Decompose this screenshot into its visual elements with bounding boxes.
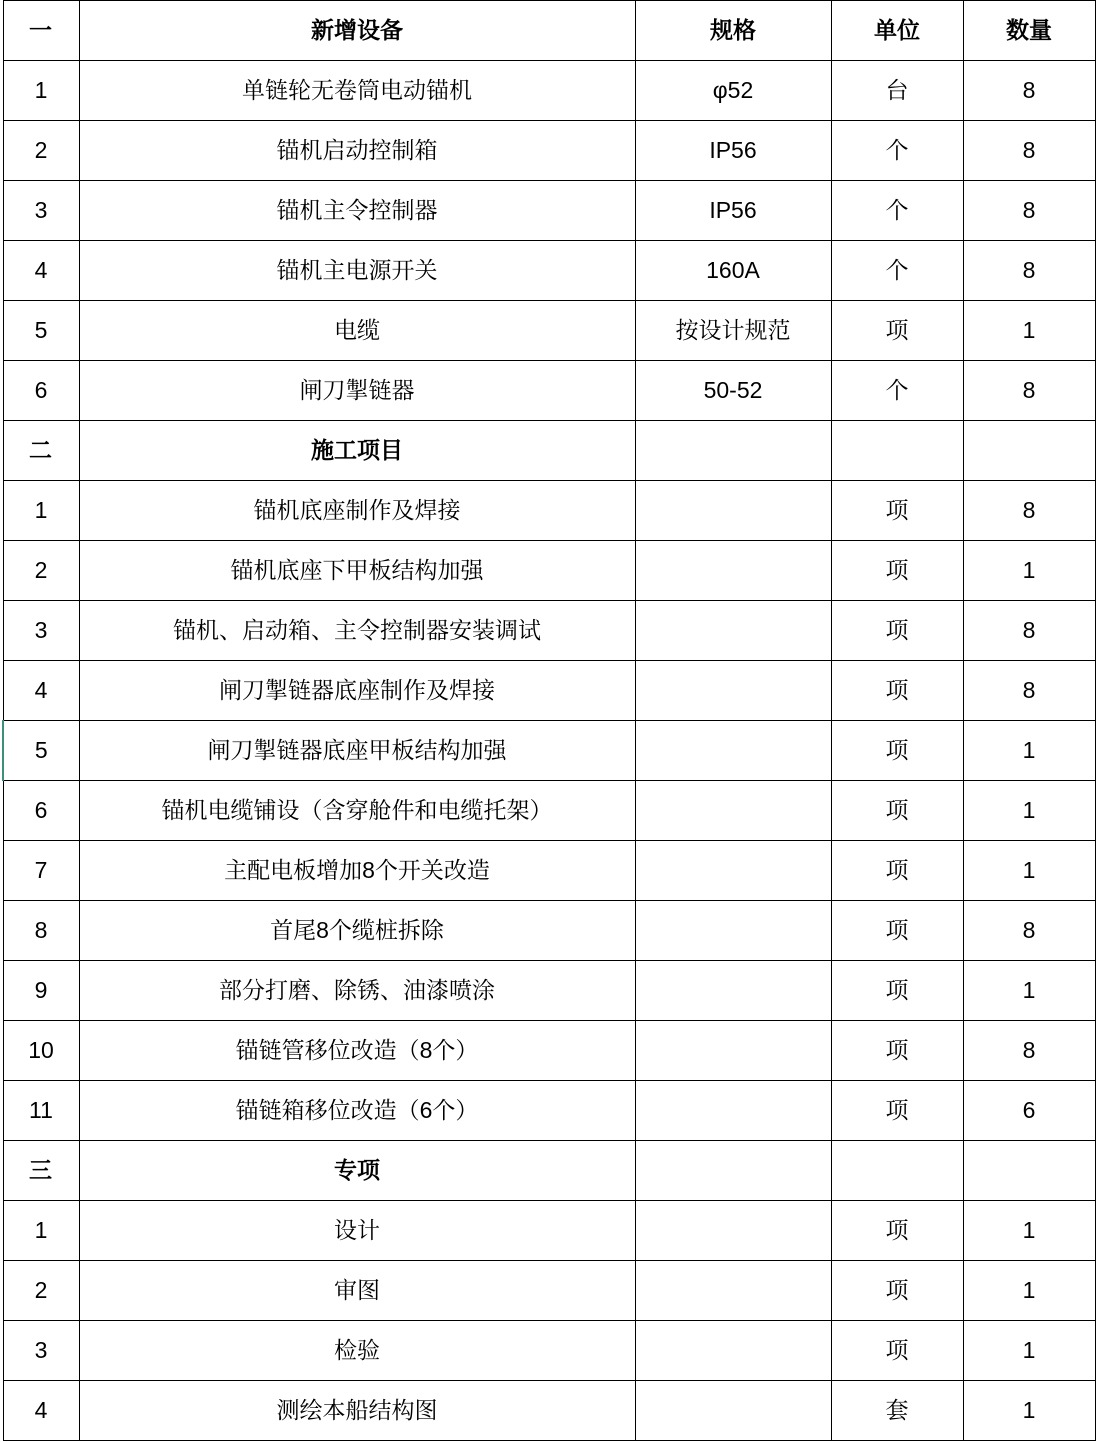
table-row — [3, 1321, 1095, 1381]
table-row — [3, 601, 1095, 661]
row-index-cell: 10 — [3, 1021, 79, 1081]
row-name-cell: 施工项目 — [79, 421, 635, 481]
row-unit-cell: 台 — [831, 61, 963, 121]
table-row — [3, 541, 1095, 601]
row-qty-cell: 8 — [963, 181, 1095, 241]
table-row — [3, 781, 1095, 841]
row-spec-cell — [635, 961, 831, 1021]
row-unit-cell: 项 — [831, 781, 963, 841]
row-name-cell: 闸刀掣链器底座甲板结构加强 — [79, 721, 635, 781]
row-qty-cell — [963, 1141, 1095, 1201]
row-qty-cell: 8 — [963, 601, 1095, 661]
row-index-cell: 2 — [3, 541, 79, 601]
row-unit-cell: 个 — [831, 361, 963, 421]
row-index-cell: 5 — [3, 721, 79, 781]
row-index-cell: 3 — [3, 181, 79, 241]
table-row — [3, 1081, 1095, 1141]
row-qty-cell: 1 — [963, 1201, 1095, 1261]
table-row — [3, 61, 1095, 121]
row-qty-cell: 8 — [963, 121, 1095, 181]
row-qty-cell — [963, 421, 1095, 481]
row-unit-cell: 单位 — [831, 1, 963, 61]
row-unit-cell: 项 — [831, 1021, 963, 1081]
row-spec-cell — [635, 841, 831, 901]
row-spec-cell — [635, 1201, 831, 1261]
table-row — [3, 1381, 1095, 1441]
row-qty-cell: 6 — [963, 1081, 1095, 1141]
row-name-cell: 闸刀掣链器 — [79, 361, 635, 421]
row-qty-cell: 1 — [963, 781, 1095, 841]
row-index-cell: 6 — [3, 361, 79, 421]
row-name-cell: 锚链箱移位改造（6个） — [79, 1081, 635, 1141]
row-name-cell: 单链轮无卷筒电动锚机 — [79, 61, 635, 121]
table-body — [3, 1, 1095, 1441]
row-index-cell: 4 — [3, 1381, 79, 1441]
row-spec-cell — [635, 1381, 831, 1441]
table-row — [3, 721, 1095, 781]
row-name-cell: 部分打磨、除锈、油漆喷涂 — [79, 961, 635, 1021]
row-qty-cell: 8 — [963, 361, 1095, 421]
row-qty-cell: 8 — [963, 481, 1095, 541]
row-index-cell: 1 — [3, 1201, 79, 1261]
row-name-cell: 锚机主电源开关 — [79, 241, 635, 301]
row-qty-cell: 1 — [963, 841, 1095, 901]
row-qty-cell: 1 — [963, 1261, 1095, 1321]
row-name-cell: 设计 — [79, 1201, 635, 1261]
table-row — [3, 1021, 1095, 1081]
row-index-cell: 11 — [3, 1081, 79, 1141]
row-index-cell: 1 — [3, 481, 79, 541]
row-spec-cell — [635, 661, 831, 721]
row-unit-cell: 项 — [831, 901, 963, 961]
row-name-cell: 锚机电缆铺设（含穿舱件和电缆托架） — [79, 781, 635, 841]
row-qty-cell: 8 — [963, 1021, 1095, 1081]
row-unit-cell: 项 — [831, 1201, 963, 1261]
row-qty-cell: 1 — [963, 721, 1095, 781]
row-name-cell: 首尾8个缆桩拆除 — [79, 901, 635, 961]
table-section-row — [3, 421, 1095, 481]
row-unit-cell — [831, 1141, 963, 1201]
row-spec-cell: 按设计规范 — [635, 301, 831, 361]
row-name-cell: 闸刀掣链器底座制作及焊接 — [79, 661, 635, 721]
row-qty-cell: 1 — [963, 961, 1095, 1021]
row-index-cell: 三 — [3, 1141, 79, 1201]
row-name-cell: 锚链管移位改造（8个） — [79, 1021, 635, 1081]
row-unit-cell: 个 — [831, 121, 963, 181]
row-spec-cell: φ52 — [635, 61, 831, 121]
row-spec-cell — [635, 721, 831, 781]
row-name-cell: 检验 — [79, 1321, 635, 1381]
table-section-row — [3, 1141, 1095, 1201]
row-unit-cell: 项 — [831, 961, 963, 1021]
row-name-cell: 专项 — [79, 1141, 635, 1201]
row-spec-cell — [635, 541, 831, 601]
row-unit-cell: 个 — [831, 241, 963, 301]
row-qty-cell: 8 — [963, 901, 1095, 961]
table-row — [3, 1261, 1095, 1321]
row-index-cell: 8 — [3, 901, 79, 961]
row-qty-cell: 1 — [963, 541, 1095, 601]
table-row — [3, 841, 1095, 901]
row-index-cell: 6 — [3, 781, 79, 841]
row-unit-cell: 项 — [831, 721, 963, 781]
row-spec-cell — [635, 1021, 831, 1081]
row-spec-cell — [635, 601, 831, 661]
row-index-cell: 1 — [3, 61, 79, 121]
row-name-cell: 锚机启动控制箱 — [79, 121, 635, 181]
row-name-cell: 新增设备 — [79, 1, 635, 61]
row-unit-cell: 项 — [831, 1081, 963, 1141]
row-index-cell: 3 — [3, 601, 79, 661]
row-spec-cell: IP56 — [635, 181, 831, 241]
row-name-cell: 锚机底座制作及焊接 — [79, 481, 635, 541]
row-unit-cell: 项 — [831, 1321, 963, 1381]
row-qty-cell: 8 — [963, 241, 1095, 301]
row-name-cell: 锚机主令控制器 — [79, 181, 635, 241]
row-index-cell: 5 — [3, 301, 79, 361]
row-spec-cell — [635, 421, 831, 481]
table-row — [3, 901, 1095, 961]
row-unit-cell: 项 — [831, 1261, 963, 1321]
table-row — [3, 301, 1095, 361]
row-name-cell: 主配电板增加8个开关改造 — [79, 841, 635, 901]
table-section-row — [3, 1, 1095, 61]
row-name-cell: 审图 — [79, 1261, 635, 1321]
row-index-cell: 一 — [3, 1, 79, 61]
row-unit-cell: 项 — [831, 661, 963, 721]
row-spec-cell — [635, 1321, 831, 1381]
table-row — [3, 121, 1095, 181]
row-name-cell: 测绘本船结构图 — [79, 1381, 635, 1441]
row-qty-cell: 8 — [963, 661, 1095, 721]
row-spec-cell — [635, 1141, 831, 1201]
table-row — [3, 1201, 1095, 1261]
row-spec-cell — [635, 1261, 831, 1321]
row-index-cell: 2 — [3, 1261, 79, 1321]
row-unit-cell: 项 — [831, 601, 963, 661]
row-index-cell: 4 — [3, 241, 79, 301]
table-row — [3, 481, 1095, 541]
row-index-cell: 7 — [3, 841, 79, 901]
table-row — [3, 181, 1095, 241]
table-row — [3, 961, 1095, 1021]
row-unit-cell: 项 — [831, 301, 963, 361]
row-unit-cell: 项 — [831, 841, 963, 901]
row-unit-cell: 项 — [831, 481, 963, 541]
row-spec-cell — [635, 481, 831, 541]
row-unit-cell: 项 — [831, 541, 963, 601]
row-qty-cell: 数量 — [963, 1, 1095, 61]
row-spec-cell: 160A — [635, 241, 831, 301]
row-qty-cell: 1 — [963, 1321, 1095, 1381]
row-spec-cell: 规格 — [635, 1, 831, 61]
row-unit-cell: 套 — [831, 1381, 963, 1441]
row-spec-cell — [635, 781, 831, 841]
row-unit-cell — [831, 421, 963, 481]
row-spec-cell: 50-52 — [635, 361, 831, 421]
row-name-cell: 锚机底座下甲板结构加强 — [79, 541, 635, 601]
row-qty-cell: 8 — [963, 61, 1095, 121]
row-name-cell: 锚机、启动箱、主令控制器安装调试 — [79, 601, 635, 661]
row-spec-cell — [635, 1081, 831, 1141]
table-row — [3, 361, 1095, 421]
row-index-cell: 9 — [3, 961, 79, 1021]
row-unit-cell: 个 — [831, 181, 963, 241]
equipment-table — [2, 0, 1096, 1441]
row-spec-cell — [635, 901, 831, 961]
row-qty-cell: 1 — [963, 301, 1095, 361]
row-name-cell: 电缆 — [79, 301, 635, 361]
row-spec-cell: IP56 — [635, 121, 831, 181]
row-index-cell: 二 — [3, 421, 79, 481]
row-index-cell: 2 — [3, 121, 79, 181]
row-qty-cell: 1 — [963, 1381, 1095, 1441]
row-index-cell: 3 — [3, 1321, 79, 1381]
table-row — [3, 241, 1095, 301]
table-row — [3, 661, 1095, 721]
row-index-cell: 4 — [3, 661, 79, 721]
